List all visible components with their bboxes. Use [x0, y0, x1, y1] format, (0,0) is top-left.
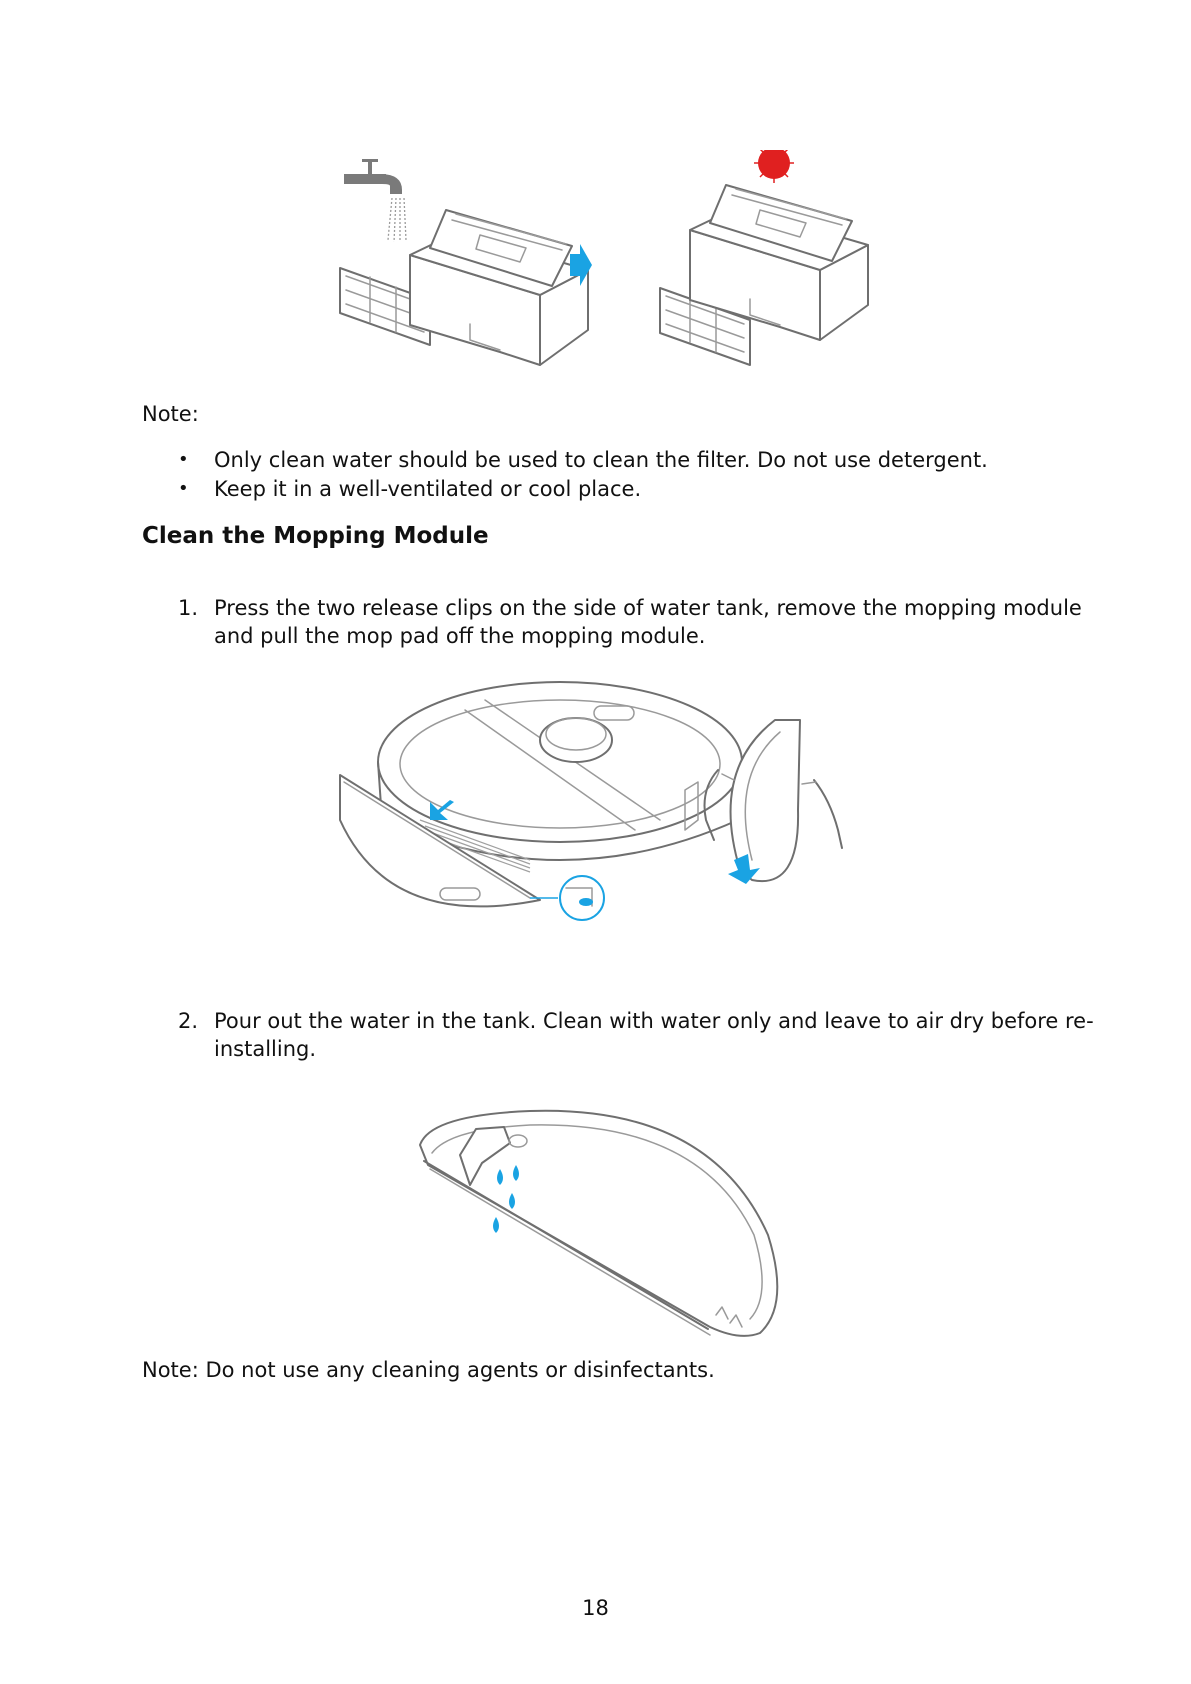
filter-washing-illustration: [330, 150, 870, 375]
mopping-module-removal-illustration: [330, 670, 870, 970]
sun-icon: [754, 150, 794, 183]
bullet-marker: •: [178, 449, 189, 470]
step-text-line: and pull the mop pad off the mopping module.: [214, 624, 706, 648]
filter-note-label: Note:: [142, 402, 199, 426]
section-heading: Clean the Mopping Module: [142, 523, 489, 549]
step-text-line: installing.: [214, 1037, 317, 1061]
water-tank-draining-illustration: [410, 1105, 790, 1345]
dust-bin-left: [410, 210, 588, 365]
bullet-marker: •: [178, 478, 189, 499]
faucet-icon: [344, 159, 406, 242]
step-text-line: Press the two release clips on the side of water tank, remove the mopping module: [214, 596, 1082, 620]
final-note: Note: Do not use any cleaning agents or disinfectants.: [142, 1358, 715, 1382]
water-tank: [420, 1111, 777, 1336]
filter-note-bullet: Only clean water should be used to clean the filter. Do not use detergent.: [214, 448, 988, 472]
step-number: 2.: [178, 1009, 199, 1033]
release-clip-zoom: [530, 876, 604, 920]
step-text-line: Pour out the water in the tank. Clean with water only and leave to air dry before re-: [214, 1009, 1094, 1033]
step-number: 1.: [178, 596, 199, 620]
filter-note-bullet: Keep it in a well-ventilated or cool place.: [214, 477, 642, 501]
page-number: 18: [582, 1596, 609, 1620]
